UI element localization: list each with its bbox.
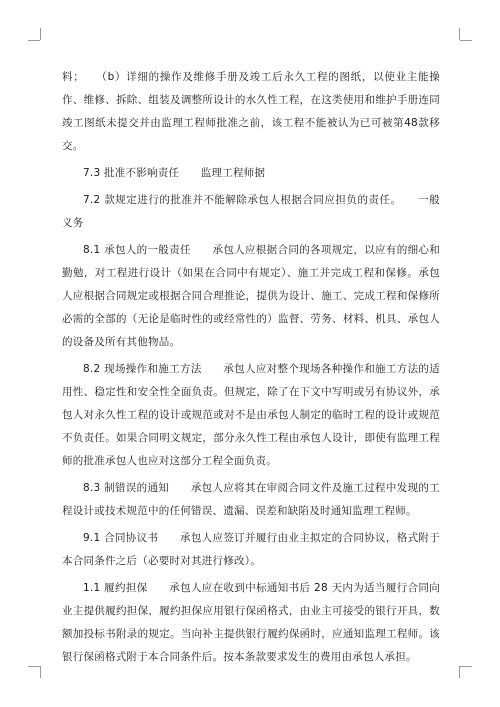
paragraph-1-1: 1.1 履约担保 承包人应在收到中标通知书后 28 天内为适当履行合同向业主提供履约担保，履约担保应用银行保函格式，由业主可接受的银行开具，数额加投标书附录的规定。当向补主提供银行履约保函时，应通知监理工程师。该银行保函格式附于本合同条件后。按本条款要求发生的费用由承包人承担。: [62, 582, 440, 663]
crop-mark-bottom-left-h: [28, 666, 40, 667]
crop-mark-bottom-right-h: [460, 666, 472, 667]
paragraph-9-1: 9.1 合同协议书 承包人应签订并履行由业主拟定的合同协议，格式附于本合同条件之后（必要时对其进行修改）。: [62, 532, 440, 567]
paragraph-7-3: 7.3 批准不影响责任 监理工程师据: [83, 167, 266, 179]
crop-mark-bottom-right-v: [459, 666, 460, 678]
paragraph-8-1: 8.1 承包人的一般责任 承包人应根据合同的各项规定，以应有的细心和勤勉，对工程进行设计（如果在合同中有规定）、施工并完成工程和保修。承包人应根据合同规定或根据合同合理推论，提供为设计、施工、完成工程和保修所必需的全部的（无论是临时性的或经常性的）监督、劳务、材料、机具、承包人的设备及所有其他物品。: [62, 244, 440, 348]
crop-mark-top-left-h: [28, 40, 40, 41]
crop-mark-top-right-v: [459, 28, 460, 40]
crop-mark-bottom-left-v: [40, 666, 41, 678]
document-body: [62, 66, 440, 673]
crop-mark-top-right-h: [460, 40, 472, 41]
paragraph-8-2: 8.2 现场操作和施工方法 承包人应对整个现场各种操作和施工方法的适用性、稳定性和安全性全面负责。但规定，除了在下文中写明或另有协议外，承包人对永久性工程的设计或规范或对不是由承包人制定的临时工程的设计或规范不负责任。如果合同明文规定，部分永久性工程由承包人设计，即使有监理工程师的批准承包人也应对这部分工程全面负责。: [62, 363, 440, 467]
crop-mark-top-left-v: [40, 28, 41, 40]
paragraph-continuation: 料； （b）详细的操作及维修手册及竣工后永久工程的图纸，以使业主能操作、维修、拆除、组装及调整所设计的水久性工程，在这类使用和维护手册连同竣工图纸未提交并由监理工程师批准之前，该工程不能被认为已可被第48款移交。: [62, 71, 440, 152]
paragraph-7-2: 7.2 款规定进行的批准并不能解除承包人根据合同应担负的责任。 一般义务: [62, 194, 440, 229]
paragraph-8-3: 8.3 制错误的通知 承包人应将其在审阅合同文件及施工过程中发现的工程设计或技术规范中的任何错误、遗漏、误差和缺陷及时通知监理工程师。: [62, 482, 440, 517]
